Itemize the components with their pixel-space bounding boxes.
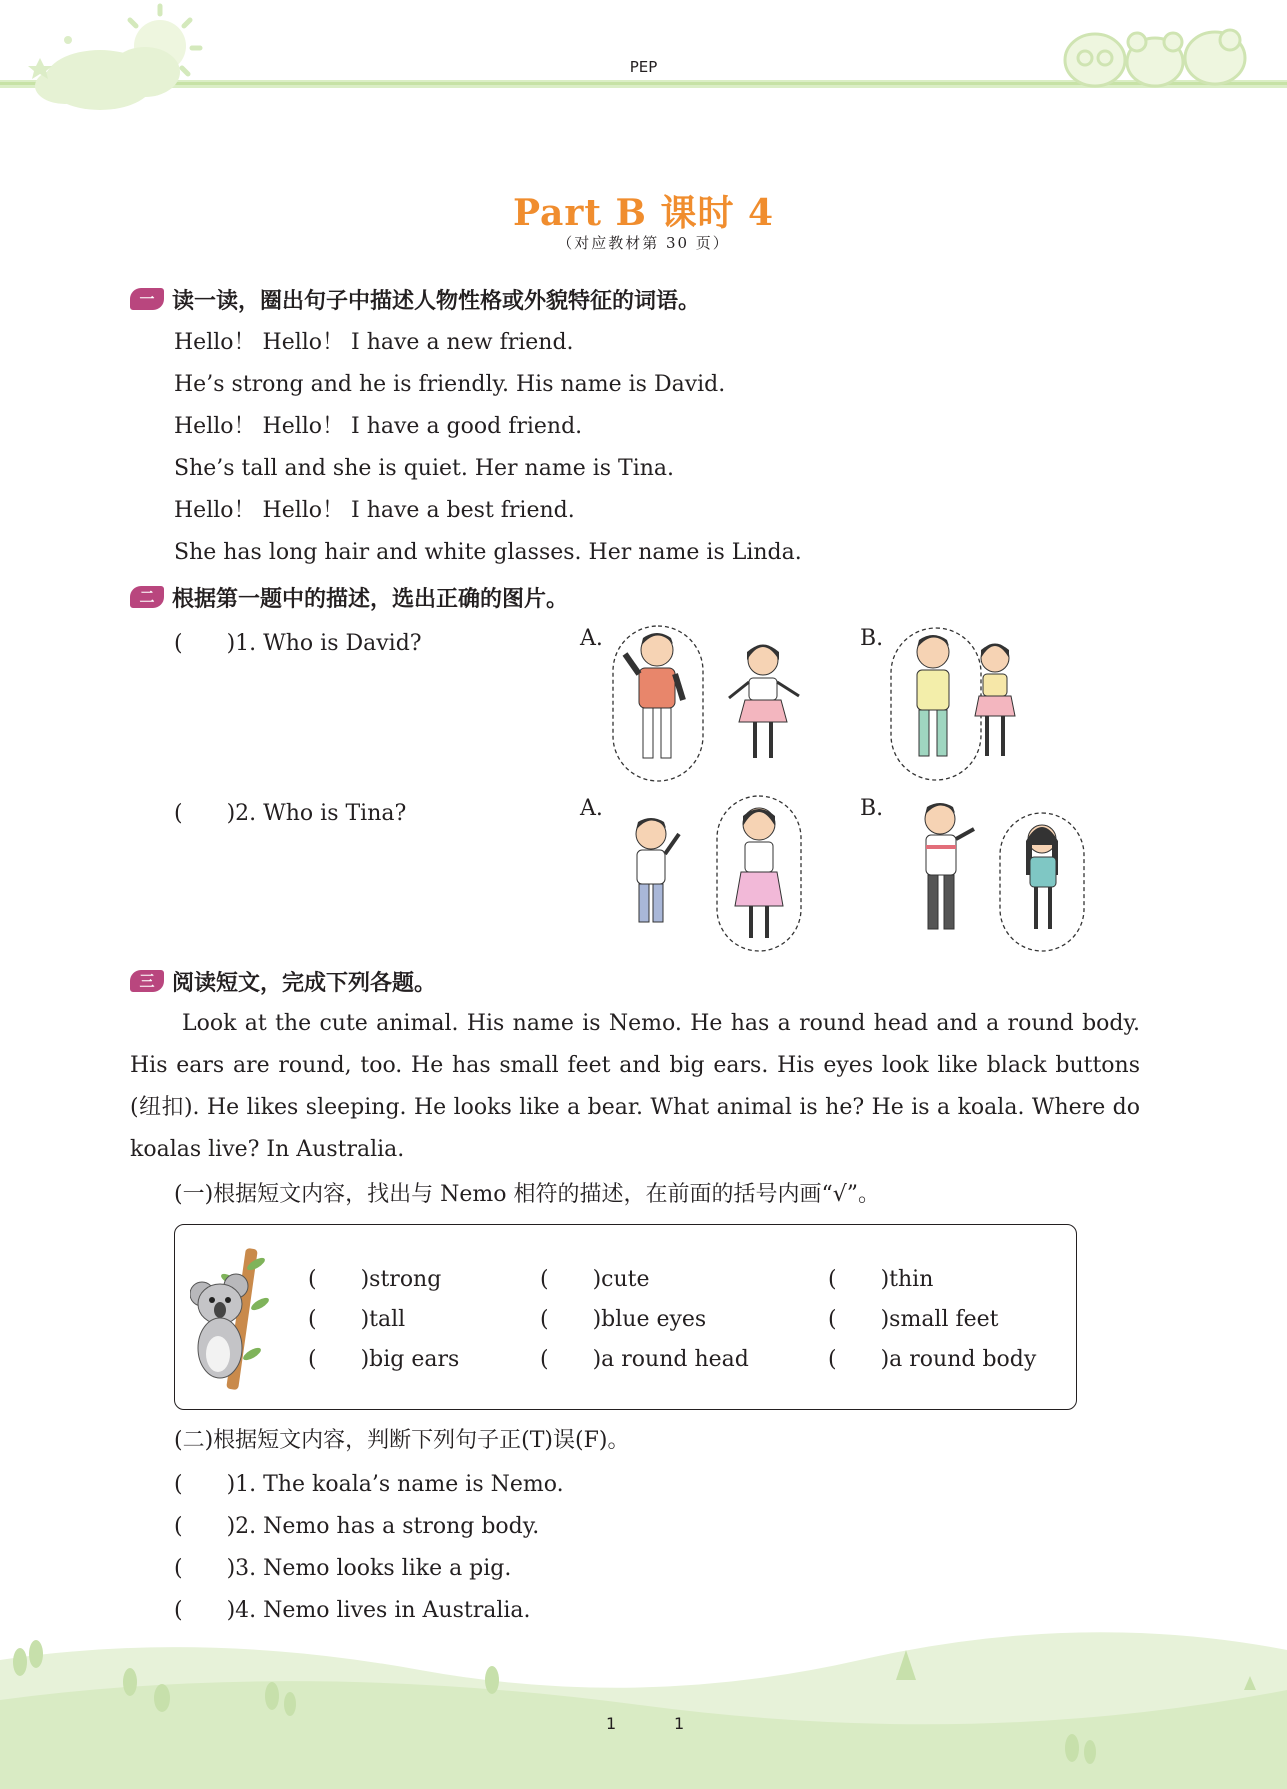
q1-option-b-label: B. — [860, 626, 884, 651]
section-3-heading-text: 阅读短文，完成下列各题。 — [172, 970, 437, 996]
option-thin[interactable]: ( )thin — [828, 1267, 934, 1292]
q1-option-a-picture[interactable] — [605, 620, 825, 785]
reading-line: Hello！ Hello！ I have a good friend. — [174, 414, 583, 439]
option-blue-eyes[interactable]: ( )blue eyes — [540, 1307, 707, 1332]
part-1-instruction: (一)根据短文内容，找出与 Nemo 相符的描述，在前面的括号内画“√”。 — [174, 1182, 881, 1207]
question-2-text: 2. Who is Tina? — [235, 801, 407, 826]
page-number-right: 1 — [674, 1714, 685, 1733]
q1-option-b-picture[interactable] — [885, 620, 1035, 785]
tf-statement-4[interactable]: ( )4. Nemo lives in Australia. — [174, 1598, 531, 1623]
header-label: PEP — [629, 58, 658, 76]
reading-passage: Look at the cute animal. His name is Nemo. He has a round head and a round body. His ears are round, too. He has small feet and big ears. His eyes look like black buttons (纽扣). He likes sleeping. He looks like a bear. What animal is he? He is a koala. Where do koalas live? In Australia. — [130, 1011, 1140, 1162]
option-cute[interactable]: ( )cute — [540, 1267, 650, 1292]
question-2 — [174, 796, 406, 827]
boy-short-icon — [636, 818, 679, 922]
section-1-heading-text: 读一读，圈出句子中描述人物性格或外貌特征的词语。 — [172, 288, 701, 314]
question-1 — [174, 626, 422, 657]
tf-statement-1[interactable]: ( )1. The koala’s name is Nemo. — [174, 1472, 564, 1497]
option-big-ears[interactable]: ( )big ears — [308, 1347, 460, 1372]
section-3-heading — [130, 966, 436, 996]
answer-bracket[interactable]: ( ) — [174, 631, 236, 656]
section-2-heading-text: 根据第一题中的描述，选出正确的图片。 — [172, 586, 569, 612]
question-1-text: 1. Who is David? — [235, 631, 422, 656]
option-round-body[interactable]: ( )a round body — [828, 1347, 1037, 1372]
footer-hills-decoration — [0, 1620, 1287, 1789]
section-2-badge: 二 — [130, 586, 164, 608]
tf-statement-2[interactable]: ( )2. Nemo has a strong body. — [174, 1514, 540, 1539]
page-subtitle: （对应教材第 30 页） — [557, 234, 730, 252]
koala-icon — [190, 1244, 290, 1394]
q2-option-b-label: B. — [860, 796, 884, 821]
reading-line: Hello！ Hello！ I have a best friend. — [174, 498, 575, 523]
page-number-left: 1 — [606, 1714, 617, 1733]
option-tall[interactable]: ( )tall — [308, 1307, 406, 1332]
part-2-instruction: (二)根据短文内容，判断下列句子正(T)误(F)。 — [174, 1428, 630, 1453]
section-1-heading — [130, 284, 700, 314]
boy-tall-icon — [925, 803, 974, 929]
girl-long-hair-icon — [1026, 825, 1058, 929]
tf-statement-3[interactable]: ( )3. Nemo looks like a pig. — [174, 1556, 512, 1581]
reading-line: She has long hair and white glasses. Her name is Linda. — [174, 540, 802, 565]
q2-option-b-picture[interactable] — [900, 795, 1090, 955]
q2-option-a-label: A. — [580, 796, 603, 821]
q2-option-a-picture[interactable] — [615, 790, 815, 955]
girl-icon — [729, 645, 799, 758]
option-strong[interactable]: ( )strong — [308, 1267, 442, 1292]
reading-line: She’s tall and she is quiet. Her name is Tina. — [174, 456, 675, 481]
answer-bracket[interactable]: ( ) — [174, 801, 236, 826]
boy-strong-icon — [625, 633, 683, 758]
page-title: Part B 课时 4 — [512, 192, 775, 234]
q1-option-a-label: A. — [580, 626, 603, 651]
section-1-badge: 一 — [130, 288, 164, 310]
option-small-feet[interactable]: ( )small feet — [828, 1307, 999, 1332]
reading-line: He’s strong and he is friendly. His name is David. — [174, 372, 726, 397]
reading-line: Hello！ Hello！ I have a new friend. — [174, 330, 574, 355]
boy-icon — [917, 635, 949, 756]
option-round-head[interactable]: ( )a round head — [540, 1347, 749, 1372]
section-3-badge: 三 — [130, 970, 164, 992]
girl-tall-icon — [735, 808, 783, 938]
section-2-heading — [130, 582, 568, 612]
